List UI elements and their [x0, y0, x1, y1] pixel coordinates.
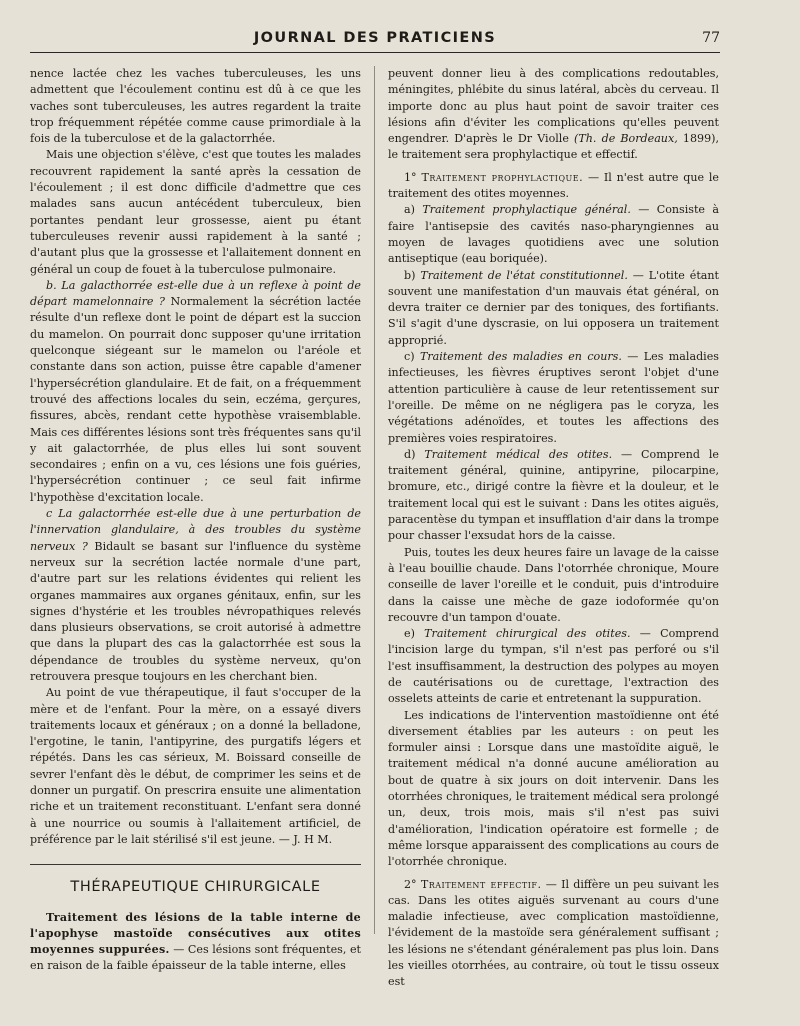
column-divider	[374, 66, 375, 934]
paragraph	[388, 447, 719, 545]
paragraph-label: Traitement des maladies en cours.	[419, 350, 622, 364]
list-number: c)	[404, 350, 420, 364]
paragraph	[30, 910, 361, 975]
paragraph-label: Traitement effectif.	[420, 877, 542, 891]
paragraph-text: — Comprend le traitement général, quinine, antipyrine, pilocarpine, bromure, etc., dirigé contre la fièvre et la douleur, et le traitement local qui est le suivant : Dans les otites aiguës, paracentèse du tympan et insufflation d'air dans la trompe pour chasser l'exsudat hors de la caisse.	[388, 447, 719, 543]
running-head	[30, 28, 720, 53]
paragraph-text: peuvent donner lieu à des complications redoutables, méningites, phlébite du sinus latéral, abcès du cerveau. Il importe donc au plus haut point de savoir traiter ces lésions afin d'éviter les complications qu'elles peuvent engendrer. D'après le Dr Violle	[388, 67, 719, 146]
paragraph-label: Traitement prophylactique.	[421, 170, 584, 184]
paragraph	[388, 170, 719, 203]
paragraph-text: 1899), le traitement sera prophylactique et effectif.	[388, 132, 719, 162]
paragraph: Puis, toutes les deux heures faire un lavage de la caisse à l'eau bouillie chaude. Dans l'otorrhée chronique, Moure conseille de laver l'oreille et le conduit, puis d'introduire dans la caisse une mèche de gaze iodoformée qu'on recouvre d'un tampon d'ouate.	[388, 545, 719, 624]
list-number: b)	[404, 268, 421, 282]
paragraph-text: — Il n'est autre que le traitement des otites moyennes.	[388, 170, 719, 201]
page-number: 77	[702, 30, 720, 46]
paragraph-label: Traitement prophylactique général.	[422, 203, 631, 217]
paragraph-text: — Consiste à faire l'antisepsie des cavités naso-pharyngiennes au moyen de lavages quotidiens avec une solution antiseptique (eau boriquée).	[388, 203, 720, 266]
list-number: 2°	[404, 877, 421, 891]
list-number: e)	[404, 627, 425, 641]
paragraph-label: b. La galacthorrée est-elle due à un reflexe à point de départ mamelonnaire ?	[30, 278, 361, 309]
paragraph-label: Traitement de l'état constitutionnel.	[420, 268, 628, 282]
paragraph-text: — Il diffère un peu suivant les cas. Dans les otites aiguës survenant au cours d'une maladie infectieuse, avec complication mastoïdienne, l'évidement de la mastoïde sera généralement suffisant ; les lésions ne s'étendant généralement pas plus loin. Dans les vieilles otorrhées, au contraire, où tout le tissu osseux est	[388, 877, 720, 989]
paragraph-text: Normalement la sécrétion lactée résulte d'un reflexe dont le point de départ est la succion du mamelon. On pourrait donc supposer qu'une irritation quelconque siégeant sur le mamelon ou l'aréole et constante dans son action, puisse être capable d'amener l'hypersécrétion glandulaire. Et de fait, on a fréquemment trouvé des affections locales du sein, eczéma, gerçures, fissures, abcès, rendant cette hypothèse vraisemblable. Mais ces différentes lésions sont très fréquentes sans qu'il y ait galactorrhée, de plus elles lui sont souvent secondaires ; enfin on a vu, ces lésions une fois guéries, l'hypersécrétion continuer ; ce seul fait infirme l'hypothèse d'excitation locale.	[30, 295, 361, 504]
paragraph: Au point de vue thérapeutique, il faut s'occuper de la mère et de l'enfant. Pour la mère, on a essayé divers traitements locaux et généraux ; on a donné la belladone, l'ergotine, le tanin, l'antipyrine, des purgatifs légers et répétés. Dans les cas sérieux, M. Boissard conseille de sevrer l'enfant dès le début, de comprimer les seins et de donner un purgatif. On prescrira ensuite une alimentation riche et un traitement reconstituant. L'enfant sera donné à une nourrice ou soumis à l'allaitement artificiel, de préférence par le lait stérilisé s'il est jeune. — J. H M.	[30, 686, 361, 846]
paragraph-text: Bidault se basant sur l'influence du système nerveux sur la secrétion lactée normale d'une part, d'autre part sur les relations évidentes qui relient les organes mammaires aux organes génitaux, enfin, sur les signes d'hystérie et les troubles névropathiques relevés dans plusieurs observations, se croit autorisé à admettre que dans la plupart des cas la galactorrhée est sous la dépendance de troubles du système nerveux, qu'on retrouvera presque toujours en les cherchant bien.	[30, 539, 361, 683]
paragraph-text: — Les maladies infectieuses, les fièvres éruptives seront l'objet d'une attention particulière à cause de leur retentissement sur l'oreille. De même on ne négligera pas le coryza, les végétations adénoïdes, et toutes les affections des premières voies respiratoires.	[388, 350, 719, 445]
citation: (Th. de Bordeaux,	[574, 132, 678, 146]
list-number: d)	[404, 447, 425, 461]
paragraph	[388, 349, 719, 447]
right-column	[388, 66, 720, 989]
paragraph	[388, 877, 719, 991]
paragraph	[388, 626, 719, 707]
paragraph-label: c La galactorrhée est-elle due à une perturbation de l'innervation glandulaire, à des troubles du système nerveux ?	[30, 507, 361, 553]
article-title: Traitement des lésions de la table interne de l'apophyse mastoïde consécutives aux otites moyennes suppurées.	[30, 910, 361, 957]
paragraph-text: — Comprend l'incision large du tympan, s'il n'est pas perforé ou s'il l'est insuffisamment, la destruction des polypes au moyen de cautérisations ou de curettage, l'extraction des osselets atteints de carie et entretenant la suppuration.	[388, 627, 719, 706]
paragraph: Les indications de l'intervention mastoïdienne ont été diversement établies par les auteurs : on peut les formuler ainsi : Lorsque dans une mastoïdite aiguë, le traitement médical n'a donné aucune amélioration au bout de quatre à six jours on doit intervenir. Dans les otorrhées chroniques, le traitement médical sera prolongé un, deux, trois mois, mais s'il n'est pas suivi d'amélioration, l'indication opératoire est formelle ; de même lorsque apparaissent des complications au cours de l'otorrhée chronique.	[388, 708, 719, 869]
paragraph: nence lactée chez les vaches tuberculeuses, les uns admettent que l'écoulement continu est dû à ce que les vaches sont tuberculeuses, les autres regardent la traite trop fréquemment répétée comme cause primordiale à la fois de la tuberculose et de la galactorrhée.	[30, 67, 361, 146]
paragraph	[388, 268, 719, 349]
paragraph-label: Traitement médical des otites.	[424, 447, 613, 461]
paragraph	[388, 66, 719, 164]
paragraph	[30, 506, 361, 685]
left-column	[30, 66, 361, 973]
list-number: 1°	[404, 170, 422, 184]
list-number: a)	[404, 203, 423, 217]
section-heading: THÉRAPEUTIQUE CHIRURGICALE	[30, 864, 361, 895]
paragraph	[388, 202, 719, 267]
paragraph	[30, 278, 361, 506]
paragraph-label: Traitement chirurgical des otites.	[424, 627, 631, 641]
running-title: JOURNAL DES PRATICIENS	[253, 30, 497, 46]
paragraph: Mais une objection s'élève, c'est que toutes les malades recouvrent rapidement la santé après la cessation de l'écoulement ; il est donc difficile d'admettre que ces malades sans aucun antécédent tuberculeux, bien portantes pendant leur grossesse, aient pu étant tuberculeuses revenir aussi rapidement à la santé ; d'autant plus que la grossesse et l'allaitement donnent en général un coup de fouet à la tuberculose pulmonaire.	[30, 148, 361, 276]
paragraph-text: — L'otite étant souvent une manifestation d'un mauvais état général, on devra traiter ce dernier par des toniques, des fortifiants. S'il s'agit d'une dyscrasie, on lui opposera un traitement approprié.	[388, 268, 719, 347]
paragraph-text: — Ces lésions sont fréquentes, et en raison de la faible épaisseur de la table interne, elles	[30, 943, 361, 973]
